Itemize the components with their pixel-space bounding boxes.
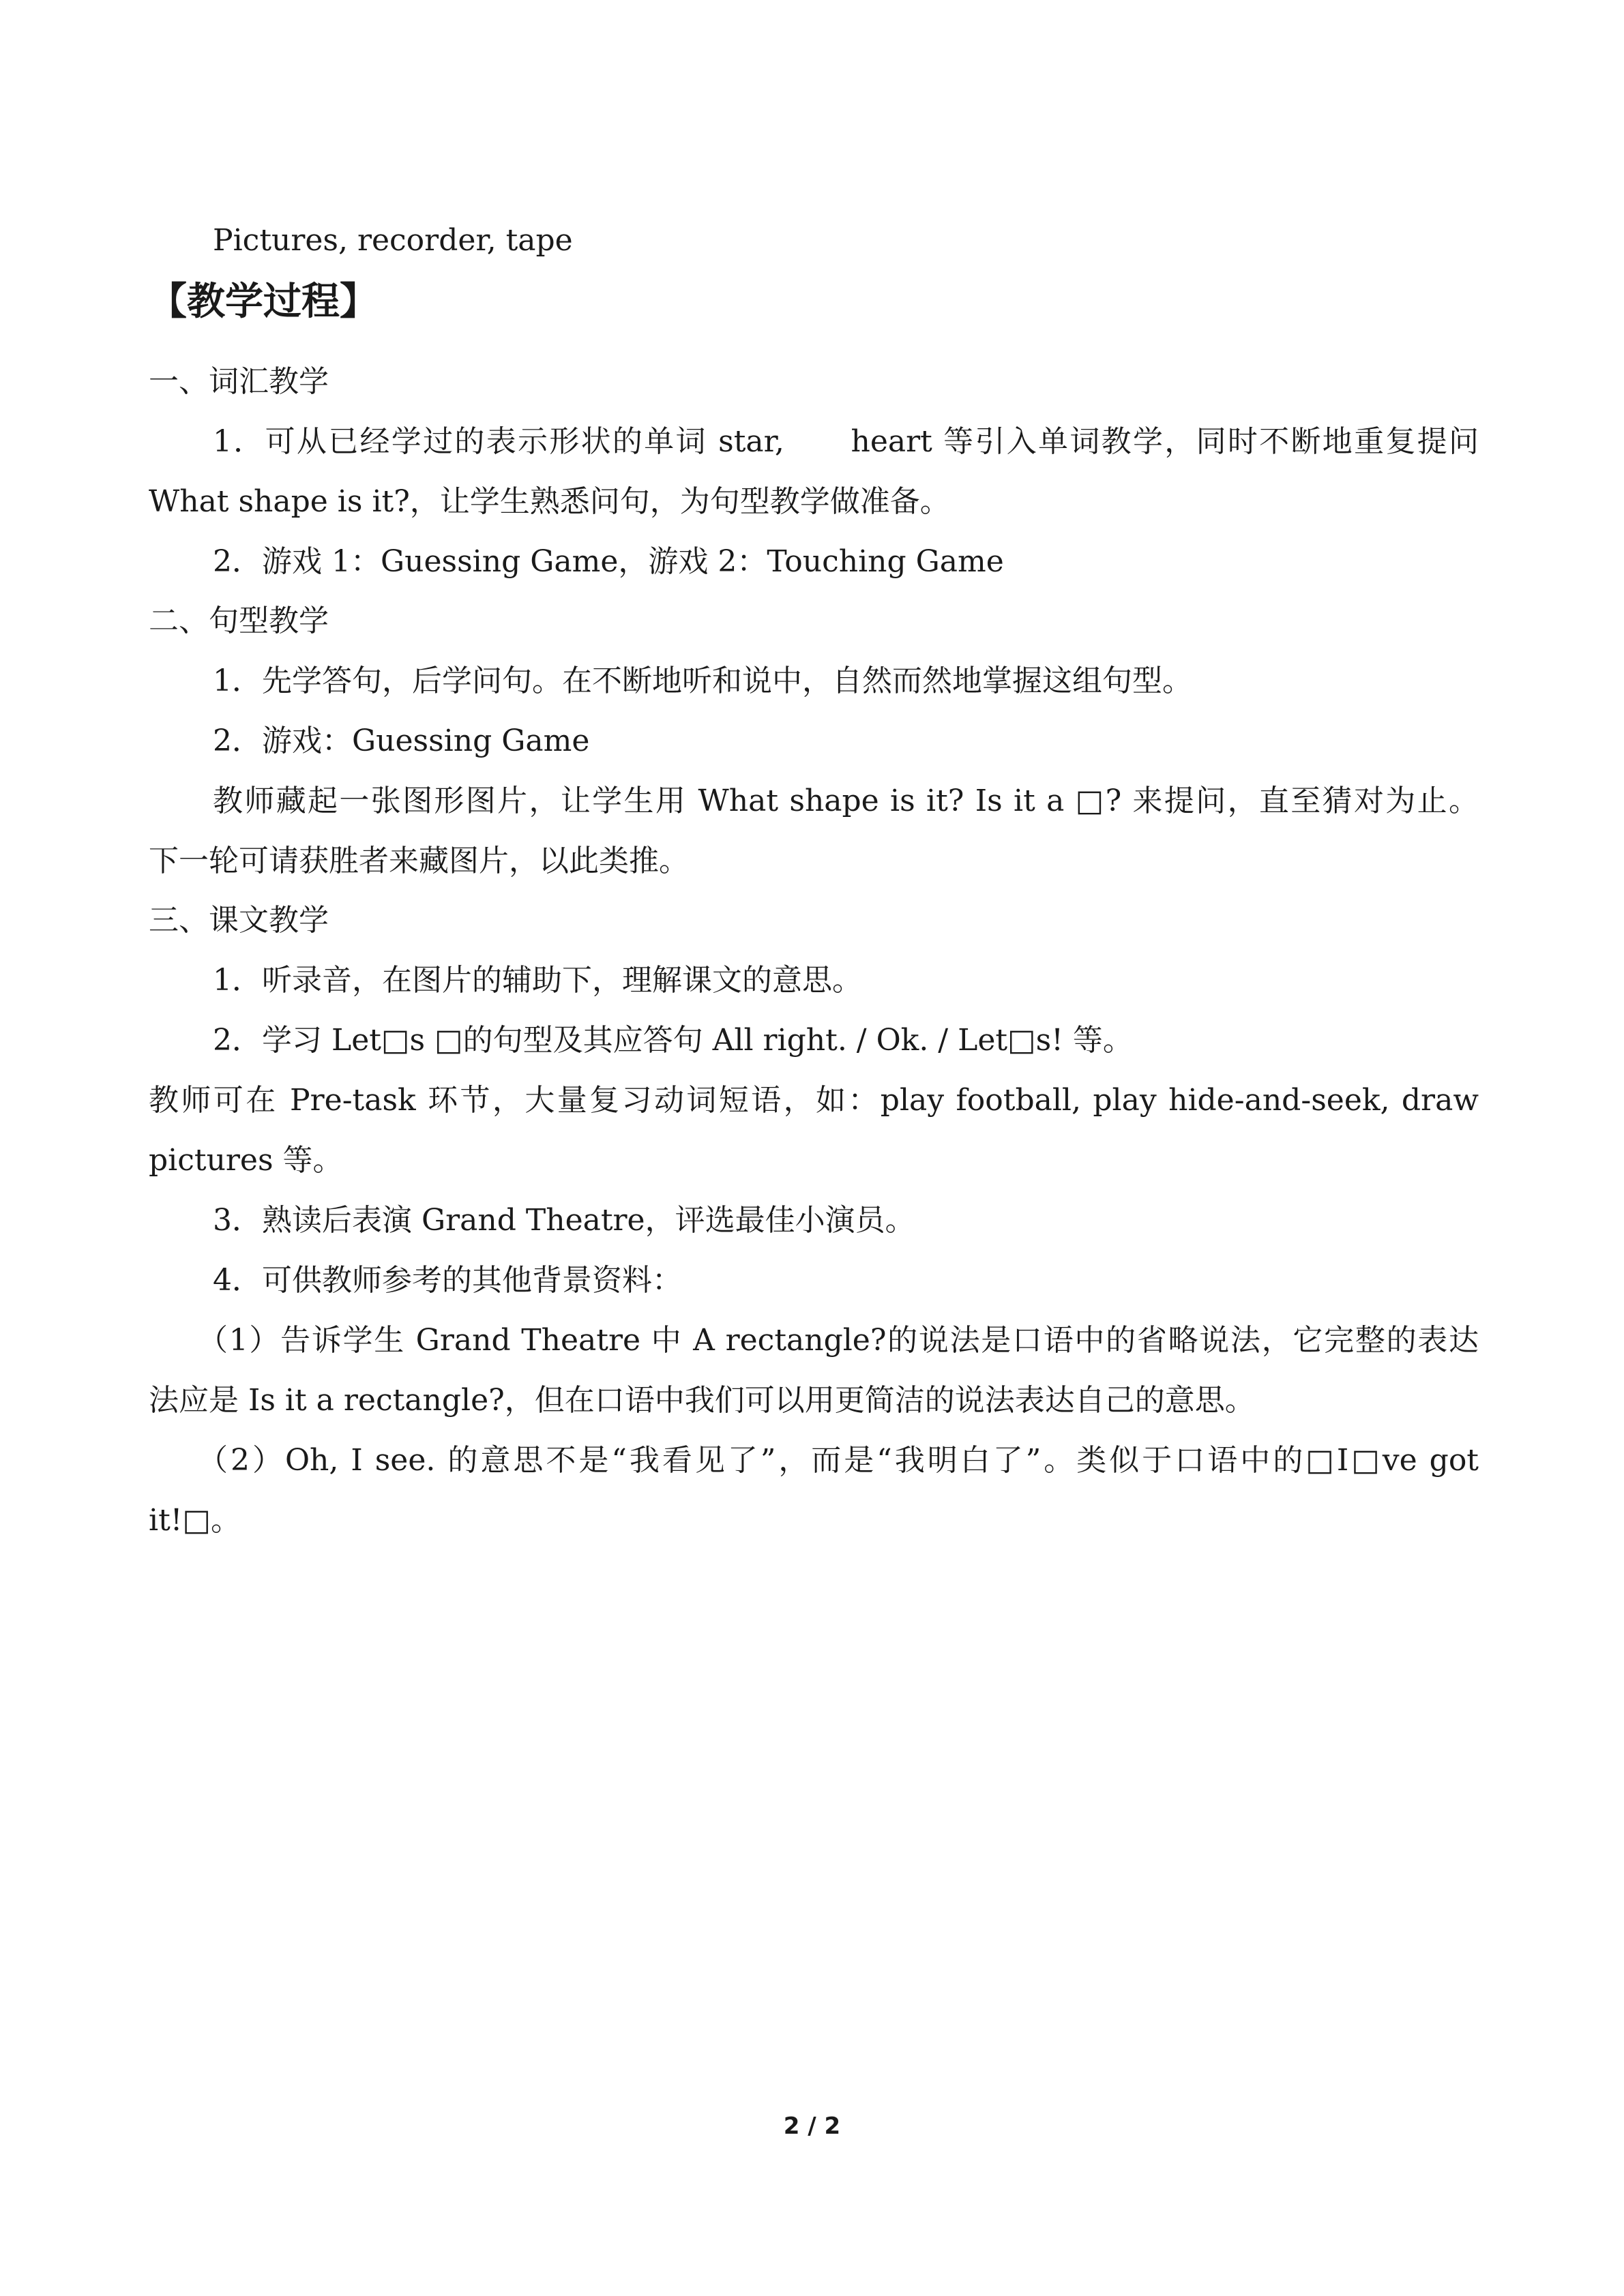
- paragraph-line: 2．游戏：Guessing Game: [213, 724, 590, 758]
- paragraph-line: 教师藏起一张图形图片，让学生用 What shape is it? Is it a □? 来提问，直至猜对为止。: [213, 784, 1479, 818]
- section-title-text-teaching: 三、课文教学: [149, 903, 329, 938]
- paragraph-line: （1）告诉学生 Grand Theatre 中 A rectangle?的说法是口语中的省略说法，它完整的表达: [198, 1323, 1479, 1358]
- paragraph-line: pictures 等。: [149, 1143, 343, 1178]
- section-heading: 【教学过程】: [149, 280, 378, 324]
- paragraph-line: 法应是 Is it a rectangle?，但在口语中我们可以用更简洁的说法表达自己的意思。: [149, 1383, 1255, 1418]
- paragraph-line: （2）Oh, I see. 的意思不是“我看见了”，而是“我明白了”。类似于口语中的□I□ve got: [198, 1443, 1479, 1478]
- paragraph-line: What shape is it?，让学生熟悉问句，为句型教学做准备。: [149, 484, 950, 519]
- paragraph-line: 1．先学答句，后学问句。在不断地听和说中，自然而然地掌握这组句型。: [213, 664, 1192, 698]
- paragraph-line: it!□。: [149, 1503, 241, 1538]
- paragraph-line: 下一轮可请获胜者来藏图片，以此类推。: [149, 844, 689, 878]
- paragraph-line: 1．听录音，在图片的辅助下，理解课文的意思。: [213, 963, 862, 998]
- materials-line: Pictures, recorder, tape: [213, 223, 573, 258]
- section-title-sentence-patterns: 二、句型教学: [149, 603, 329, 638]
- paragraph-line: 1．可从已经学过的表示形状的单词 star, heart 等引入单词教学，同时不断地重复提问: [213, 424, 1479, 459]
- section-title-vocabulary: 一、词汇教学: [149, 364, 329, 399]
- paragraph-line: 教师可在 Pre-task 环节，大量复习动词短语，如：play football, play hide-and-seek, draw: [149, 1083, 1479, 1118]
- page-number: 2 / 2: [783, 2113, 841, 2140]
- paragraph-line: 4．可供教师参考的其他背景资料：: [213, 1263, 682, 1298]
- paragraph-line: 2．游戏 1：Guessing Game，游戏 2：Touching Game: [213, 544, 1004, 579]
- paragraph-line: 2．学习 Let□s □的句型及其应答句 All right. / Ok. / Let□s! 等。: [213, 1023, 1133, 1058]
- paragraph-line: 3．熟读后表演 Grand Theatre，评选最佳小演员。: [213, 1203, 915, 1238]
